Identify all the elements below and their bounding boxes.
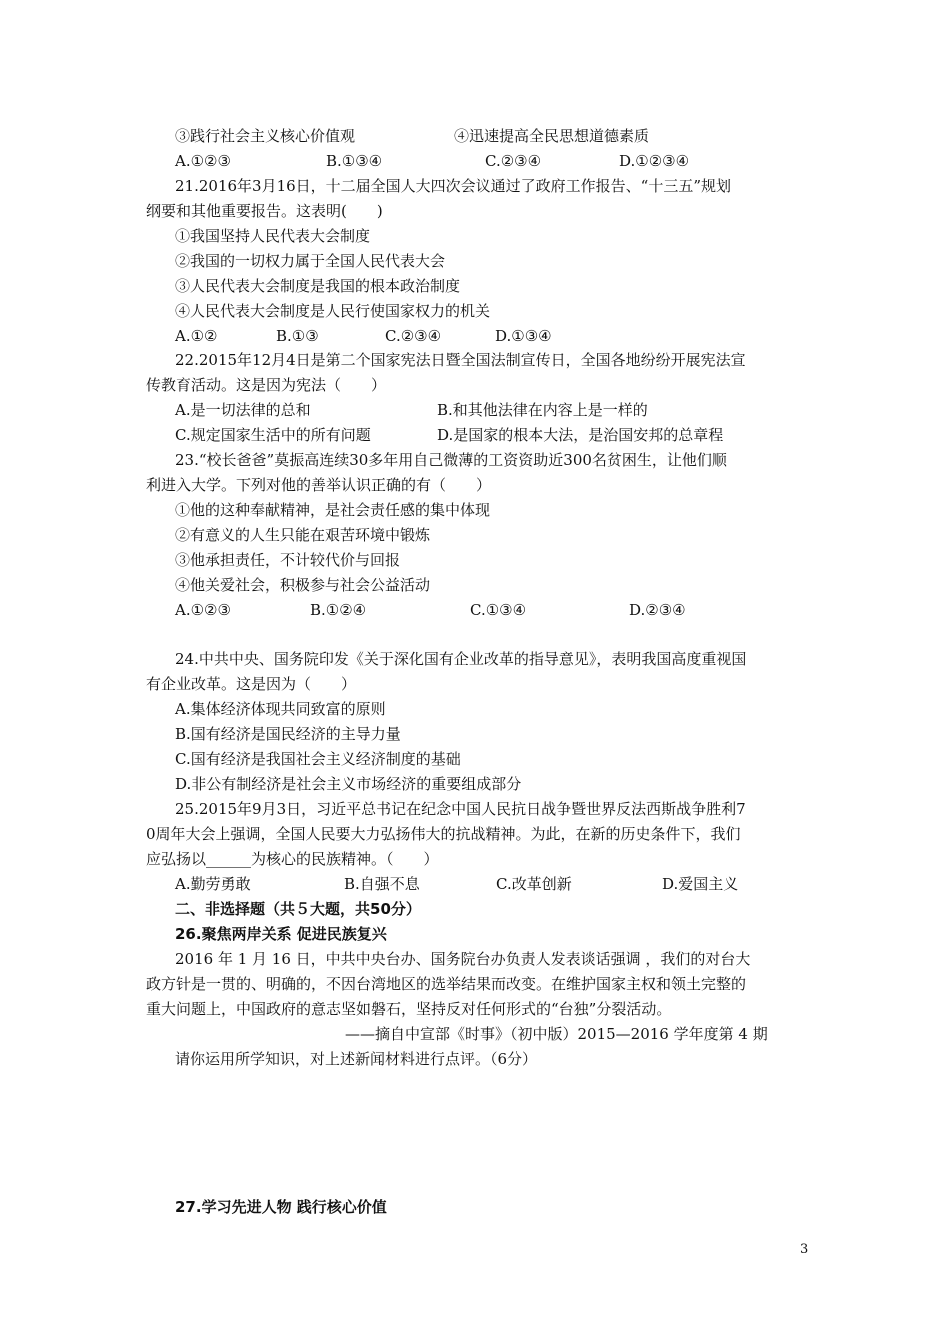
- q20-option-a: A.①②③: [175, 152, 231, 170]
- q21-option-a: A.①②: [175, 327, 218, 345]
- q24-stem-line-2: 有企业改革。这是因为（ ）: [146, 675, 357, 693]
- q21-item-1: ①我国坚持人民代表大会制度: [175, 227, 371, 245]
- q21-item-3: ③人民代表大会制度是我国的根本政治制度: [175, 277, 461, 295]
- q25-option-d: D.爱国主义: [662, 875, 739, 893]
- q26-paragraph-line-3: 重大问题上，中国政府的意志坚如磐石，坚持反对任何形式的“台独”分裂活动。: [146, 1000, 672, 1018]
- q20-option-c: C.②③④: [485, 152, 542, 170]
- q25-stem-line-1: 25.2015年9月3日，习近平总书记在纪念中国人民抗日战争暨世界反法西斯战争胜利7: [175, 800, 746, 818]
- q26-source: ——摘自中宣部《时事》（初中版）2015—2016 学年度第 4 期: [345, 1025, 768, 1043]
- q20-option-b: B.①③④: [326, 152, 383, 170]
- q21-item-4: ④人民代表大会制度是人民行使国家权力的机关: [175, 302, 491, 320]
- q26-paragraph-line-2: 政方针是一贯的、明确的，不因台湾地区的选举结果而改变。在维护国家主权和领土完整的: [146, 975, 747, 993]
- section-2-heading: 二、非选择题（共５大题，共50分）: [175, 900, 421, 918]
- q22-stem-line-1: 22.2015年12月4日是第二个国家宪法日暨全国法制宣传日，全国各地纷纷开展宪法宣: [175, 351, 746, 369]
- q20-option-d: D.①②③④: [619, 152, 690, 170]
- q22-option-b: B.和其他法律在内容上是一样的: [437, 401, 648, 419]
- q26-paragraph-line-1: 2016 年 1 月 16 日，中共中央台办、国务院台办负责人发表谈话强调 ，我们的对台大: [175, 950, 751, 968]
- q22-option-d: D.是国家的根本大法，是治国安邦的总章程: [437, 426, 724, 444]
- q25-option-a: A.勤劳勇敢: [175, 875, 251, 893]
- q24-option-c: C.国有经济是我国社会主义经济制度的基础: [175, 750, 461, 768]
- q23-item-4: ④他关爱社会，积极参与社会公益活动: [175, 576, 431, 594]
- q25-stem-line-3: 应弘扬以______为核心的民族精神。（ ）: [146, 850, 439, 868]
- q21-option-b: B.①③: [276, 327, 319, 345]
- page-number: 3: [800, 1242, 809, 1257]
- q24-stem-line-1: 24.中共中央、国务院印发《关于深化国有企业改革的指导意见》，表明我国高度重视国: [175, 650, 747, 668]
- q23-option-a: A.①②③: [175, 601, 231, 619]
- q21-stem-line-1: 21.2016年3月16日，十二届全国人大四次会议通过了政府工作报告、“十三五”规划: [175, 177, 731, 195]
- q22-stem-line-2: 传教育活动。这是因为宪法（ ）: [146, 376, 387, 394]
- q22-option-a: A.是一切法律的总和: [175, 401, 311, 419]
- q24-option-b: B.国有经济是国民经济的主导力量: [175, 725, 401, 743]
- q25-option-c: C.改革创新: [496, 875, 572, 893]
- q25-option-b: B.自强不息: [344, 875, 420, 893]
- q23-item-1: ①他的这种奉献精神，是社会责任感的集中体现: [175, 501, 491, 519]
- q21-stem-line-2: 纲要和其他重要报告。这表明( ): [146, 202, 383, 220]
- q26-task: 请你运用所学知识，对上述新闻材料进行点评。（6分）: [175, 1050, 538, 1068]
- q21-option-d: D.①③④: [495, 327, 552, 345]
- q26-title: 26.聚焦两岸关系 促进民族复兴: [175, 925, 387, 943]
- q23-item-3: ③他承担责任，不计较代价与回报: [175, 551, 401, 569]
- q20-item-3: ③践行社会主义核心价值观: [175, 127, 356, 145]
- q23-stem-line-2: 利进入大学。下列对他的善举认识正确的有（ ）: [146, 476, 492, 494]
- q27-title: 27.学习先进人物 践行核心价值: [175, 1198, 387, 1216]
- q23-option-b: B.①②④: [310, 601, 367, 619]
- q23-option-c: C.①③④: [470, 601, 527, 619]
- q25-stem-line-2: 0周年大会上强调，全国人民要大力弘扬伟大的抗战精神。为此，在新的历史条件下，我们: [146, 825, 741, 843]
- q23-option-d: D.②③④: [629, 601, 686, 619]
- q24-option-d: D.非公有制经济是社会主义市场经济的重要组成部分: [175, 775, 522, 793]
- q21-item-2: ②我国的一切权力属于全国人民代表大会: [175, 252, 446, 270]
- q20-item-4: ④迅速提高全民思想道德素质: [454, 127, 650, 145]
- q22-option-c: C.规定国家生活中的所有问题: [175, 426, 371, 444]
- q23-stem-line-1: 23.“校长爸爸”莫振高连续30多年用自己微薄的工资资助近300名贫困生，让他们顺: [175, 451, 727, 469]
- q23-item-2: ②有意义的人生只能在艰苦环境中锻炼: [175, 526, 431, 544]
- q21-option-c: C.②③④: [385, 327, 442, 345]
- q24-option-a: A.集体经济体现共同致富的原则: [175, 700, 386, 718]
